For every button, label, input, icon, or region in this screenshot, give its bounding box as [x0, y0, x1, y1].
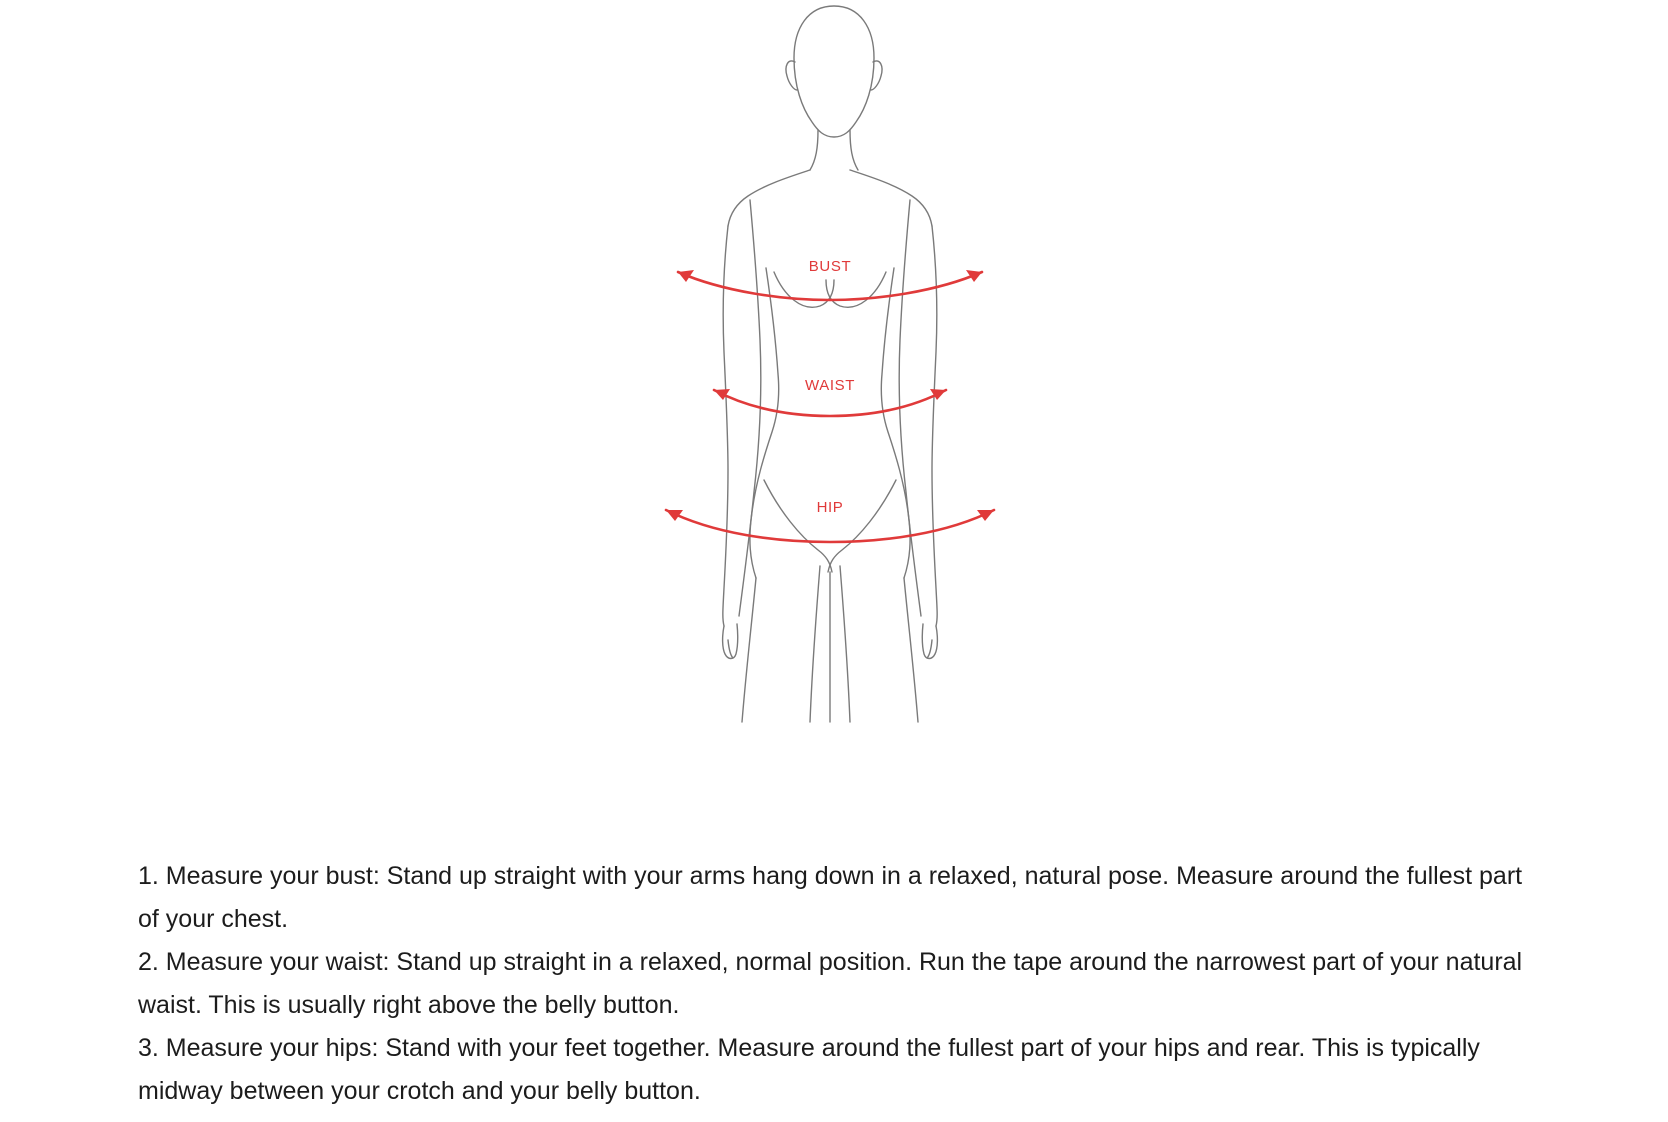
bust-label: BUST — [808, 258, 852, 275]
waist-arrow-right — [930, 389, 946, 400]
right-hand-finger — [927, 640, 932, 658]
waist-measurement-group — [714, 374, 946, 416]
waist-arrow-left — [714, 389, 730, 400]
left-hand-finger — [728, 640, 733, 658]
female-body-outline-svg — [624, 0, 1044, 740]
left-brief-line — [764, 480, 832, 572]
head-outline — [794, 6, 874, 137]
bust-arrow-left — [678, 270, 694, 282]
bust-arrow-right — [966, 270, 982, 282]
torso-left-side — [750, 268, 779, 578]
hip-measurement-group — [666, 496, 994, 542]
left-leg-outer — [742, 578, 756, 722]
hip-label: HIP — [816, 499, 844, 516]
left-bust-curve — [774, 272, 834, 307]
instruction-waist: 2. Measure your waist: Stand up straight in a relaxed, normal position. Run the tape around the narrowest part of your natural waist. This is usually right above the belly button. — [138, 948, 1523, 1019]
neck-right — [850, 130, 858, 170]
torso-right-side — [881, 268, 910, 578]
instructions-block — [138, 855, 1538, 1113]
right-leg-outer — [904, 578, 918, 722]
left-shoulder — [728, 170, 810, 226]
right-bust-curve — [826, 272, 886, 307]
right-brief-line — [828, 480, 896, 572]
instruction-bust: 1. Measure your bust: Stand up straight with your arms hang down in a relaxed, natural pose. Measure around the fullest part of your chest. — [138, 862, 1523, 933]
right-leg-inner — [840, 566, 850, 722]
right-shoulder — [850, 170, 932, 226]
neck-left — [810, 130, 818, 170]
body-outline-group — [723, 6, 938, 722]
instruction-hips: 3. Measure your hips: Stand with your feet together. Measure around the fullest part of your hips and rear. This is typically midway between your crotch and your belly button. — [138, 1034, 1480, 1105]
left-leg-inner — [810, 566, 820, 722]
waist-label: WAIST — [805, 377, 855, 394]
